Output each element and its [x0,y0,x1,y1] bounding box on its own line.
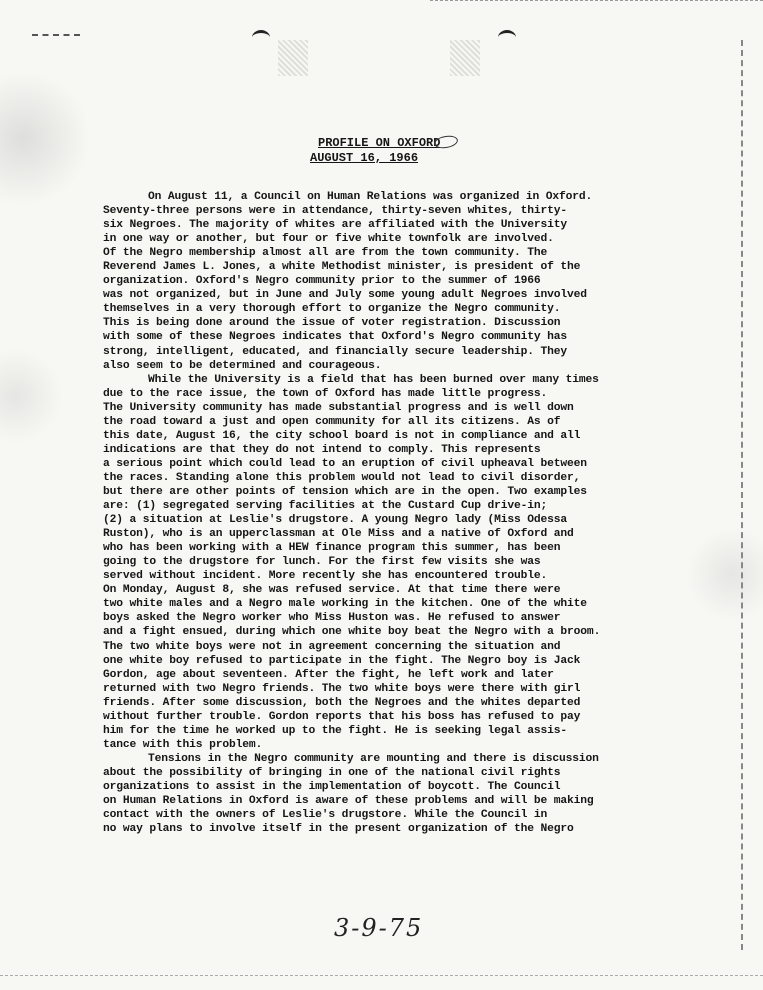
text-line: without further trouble. Gordon reports that his boss has refused to pay [103,710,581,723]
text-line: contact with the owners of Leslie's drugstore. While the Council in [103,809,548,822]
text-line: strong, intelligent, educated, and financially secure leadership. They [103,345,568,358]
text-line: one white boy refused to participate in the fight. The Negro boy is Jack [103,654,581,667]
text-line: While the University is a field that has been burned over many times [148,373,599,386]
text-line: Ruston), who is an upperclassman at Ole Miss and a native of Oxford and [103,528,574,541]
text-line: the races. Standing alone this problem would not lead to civil disorder, [103,471,581,484]
staple-mark-right [498,30,516,45]
handwritten-note: 3-9-75 [334,914,424,942]
text-line: on Human Relations in Oxford is aware of these problems and will be making [103,795,594,808]
text-line: boys asked the Negro worker who Miss Huston was. He refused to answer [103,612,561,625]
text-line: served without incident. More recently she has encountered trouble. [103,570,548,583]
text-line: On August 11, a Council on Human Relations was organized in Oxford. [148,191,593,203]
text-line: about the possibility of bringing in one of the national civil rights [103,766,561,779]
text-line: organizations to assist in the implementation of boycott. The Council [103,780,561,793]
text-line: who has been working with a HEW finance program this summer, has been [103,542,561,555]
text-line: (2) a situation at Leslie's drugstore. A young Negro lady (Miss Odessa [103,514,568,527]
top-edge-dashes [430,0,763,2]
text-line: This is being done around the issue of voter registration. Discussion [103,317,561,330]
text-line: returned with two Negro friends. The two white boys were there with girl [103,682,581,695]
smudge-mark [278,40,308,76]
text-line: no way plans to involve itself in the present organization of the Negro [103,823,574,836]
corner-dash-mark [32,34,80,36]
text-line: and a fight ensued, during which one white boy beat the Negro with a broom. [103,626,601,639]
text-line: due to the race issue, the town of Oxford has made little progress. [103,387,548,400]
text-line: The two white boys were not in agreement concerning the situation and [103,640,561,653]
text-line: are: (1) segregated serving facilities at the Custard Cup drive-in; [103,500,548,513]
text-line: also seem to be determined and courageous. [103,359,382,372]
text-line: friends. After some discussion, both the Negroes and the whites departed [103,696,581,709]
text-line: Reverend James L. Jones, a white Methodist minister, is president of the [103,261,581,274]
text-line: organization. Oxford's Negro community prior to the summer of 1966 [103,275,541,288]
text-line: The University community has made substantial progress and is well down [103,401,574,414]
text-line: a serious point which could lead to an eruption of civil upheaval between [103,457,587,470]
text-line: with some of these Negroes indicates that Oxford's Negro community has [103,331,568,344]
staple-mark-left [252,30,270,45]
document-body [103,190,643,836]
text-line: On Monday, August 8, she was refused service. At that time there were [103,584,561,597]
text-line: going to the drugstore for lunch. For the first few visits she was [103,556,541,569]
text-line: this date, August 16, the city school board is not in compliance and all [103,429,581,442]
document-header [310,136,530,166]
text-line: tance with this problem. [103,738,263,751]
text-line: Of the Negro membership almost all are from the town community. The [103,247,548,260]
text-line: themselves in a very thorough effort to organize the Negro community. [103,303,561,316]
text-line: was not organized, but in June and July some young adult Negroes involved [103,289,587,302]
text-line: two white males and a Negro male working in the kitchen. One of the white [103,598,587,611]
text-line: in one way or another, but four or five white townfolk are involved. [103,233,554,246]
right-margin-rule [741,40,743,950]
text-line: the road toward a just and open community for all its citizens. As of [103,415,561,428]
text-line: but there are other points of tension which are in the open. Two examples [103,485,587,498]
document-date: AUGUST 16, 1966 [310,151,419,165]
text-line: him for the time he worked up to the fight. He is seeking legal assis- [103,724,568,737]
text-line: indications are that they do not intend to comply. This represents [103,443,541,456]
text-line: Seventy-three persons were in attendance, thirty-seven whites, thirty- [103,205,568,218]
text-line: Gordon, age about seventeen. After the fight, he left work and later [103,668,554,681]
document-title: PROFILE ON OXFORD [318,136,441,150]
smudge-mark [450,40,480,76]
text-line: six Negroes. The majority of whites are affiliated with the University [103,219,568,232]
bottom-edge-dashes [0,975,763,976]
text-line: Tensions in the Negro community are mounting and there is discussion [148,752,599,765]
